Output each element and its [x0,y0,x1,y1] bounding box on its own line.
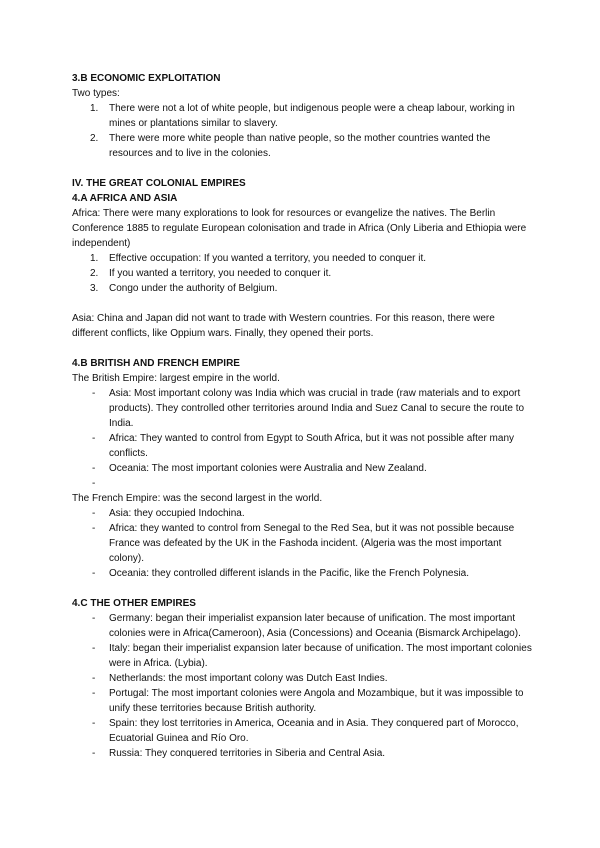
dash-bullet: - [92,568,96,579]
list-item: 1. Effective occupation: If you wanted a territory, you needed to conquer it. [90,253,427,264]
numbered-list [72,101,532,161]
list-item: 2. If you wanted a territory, you needed to conquer it. [90,268,332,279]
list-item: 2. There were more white people than native people, so the mother countries wanted the resources and to live in the colonies. [90,133,491,159]
bullet-list [72,506,532,581]
list-item: - Italy: began their imperialist expansion later because of unification. The most important colonies were in Africa. (Lybia). [92,643,532,669]
dash-bullet: - [92,673,96,684]
dash-bullet: - [92,433,96,444]
dash-bullet: - [92,508,96,519]
dash-bullet: - [92,688,96,699]
dash-bullet: - [92,643,96,654]
paragraph: The British Empire: largest empire in the world. [72,373,280,384]
list-item: - Germany: began their imperialist expansion later because of unification. The most important colonies were in Africa(Cameroon), Asia (Concessions) and Oceania (Bismarck Archipelago). [92,613,521,639]
dash-bullet: - [92,463,96,474]
list-item: - Africa: they wanted to control from Senegal to the Red Sea, but it was not possible because France was defeated by the UK in the Fashoda incident. (Algeria was the most important colony). [92,523,515,564]
numbered-list [72,251,532,296]
dash-bullet: - [92,388,96,399]
section-heading-africa-and-asia: 4.A AFRICA AND ASIA [72,193,178,204]
list-item: 1. There were not a lot of white people, but indigenous people were a cheap labour, working in mines or plantations similar to slavery. [90,103,515,129]
list-item: - Oceania: The most important colonies were Australia and New Zealand. [92,463,427,474]
dash-bullet: - [92,718,96,729]
dash-bullet: - [92,523,96,534]
list-item: - Spain: they lost territories in America, Oceania and in Asia. They conquered part of Morocco, Ecuatorial Guinea and Río Oro. [92,718,519,744]
paragraph-asia: Asia: China and Japan did not want to trade with Western countries. For this reason, there were different conflicts, like Oppium wars. Finally, they opened their ports. [72,313,495,339]
section-heading-economic-exploitation: 3.B ECONOMIC EXPLOITATION [72,73,221,84]
paragraph: The French Empire: was the second largest in the world. [72,493,323,504]
list-number: 1. [90,103,99,114]
list-item: - Netherlands: the most important colony was Dutch East Indies. [92,673,388,684]
document-body [72,71,532,761]
paragraph: Two types: [72,88,120,99]
section-heading-other-empires: 4.C THE OTHER EMPIRES [72,598,196,609]
list-item: - Portugal: The most important colonies were Angola and Mozambique, but it was impossible to unify these territories because British authority. [92,688,524,714]
list-number: 2. [90,133,99,144]
dash-bullet: - [92,748,96,759]
list-number: 2. [90,268,99,279]
section-heading-british-and-french-empire: 4.B BRITISH AND FRENCH EMPIRE [72,358,240,369]
section-heading-great-colonial-empires: IV. THE GREAT COLONIAL EMPIRES [72,178,246,189]
list-number: 3. [90,283,99,294]
list-item [72,476,532,491]
paragraph-africa: Africa: There were many explorations to look for resources or evangelize the natives. The Berlin Conference 1885 to regulate European colonisation and trade in Africa (Only Liberia and Ethiopia were independent) [72,208,527,249]
list-item: - Asia: they occupied Indochina. [92,508,245,519]
dash-bullet: - [92,478,96,489]
bullet-list [72,386,532,491]
bullet-list [72,611,532,761]
list-item: - Asia: Most important colony was India which was crucial in trade (raw materials and to export products). They controlled other territories around India and Suez Canal to secure the route to India. [92,388,525,429]
list-item: - Russia: They conquered territories in Siberia and Central Asia. [92,748,386,759]
list-item: 3. Congo under the authority of Belgium. [90,283,278,294]
list-number: 1. [90,253,99,264]
dash-bullet: - [92,613,96,624]
list-item: - Africa: They wanted to control from Egypt to South Africa, but it was not possible after many conflicts. [92,433,515,459]
list-item: - Oceania: they controlled different islands in the Pacific, like the French Polynesia. [92,568,470,579]
